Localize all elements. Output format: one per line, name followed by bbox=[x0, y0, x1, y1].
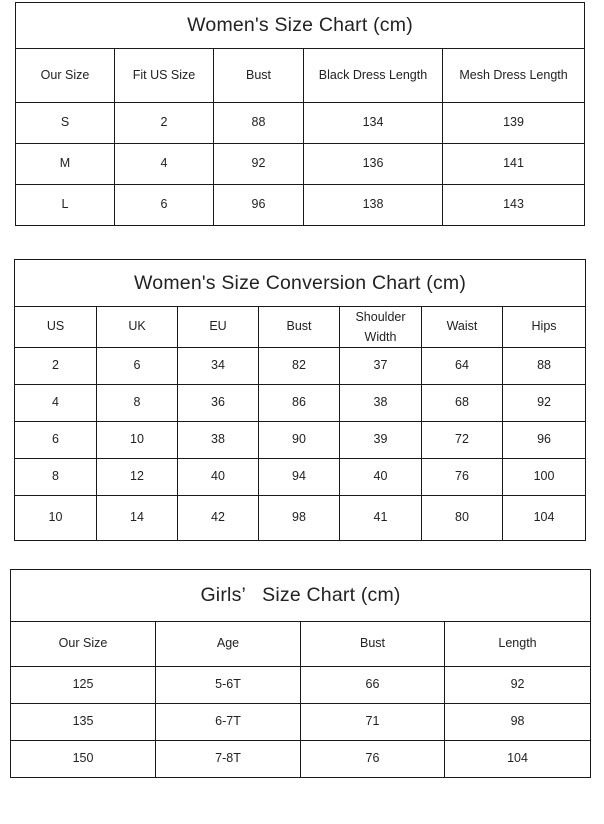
table-row bbox=[16, 103, 585, 144]
womens-size-chart-title: Women's Size Chart (cm) bbox=[16, 3, 585, 49]
table-cell: 68 bbox=[422, 385, 503, 422]
header-cell: Bust bbox=[301, 622, 445, 667]
header-cell: EU bbox=[178, 307, 259, 348]
table-cell: 38 bbox=[340, 385, 422, 422]
table-cell: 136 bbox=[304, 144, 443, 185]
table-cell: 71 bbox=[301, 704, 445, 741]
table-cell: 10 bbox=[15, 496, 97, 541]
table-cell: 98 bbox=[259, 496, 340, 541]
table-cell: 2 bbox=[115, 103, 214, 144]
table-cell: 76 bbox=[422, 459, 503, 496]
header-cell: Bust bbox=[259, 307, 340, 348]
table-cell: 2 bbox=[15, 348, 97, 385]
table-cell: 98 bbox=[445, 704, 591, 741]
table-cell: 82 bbox=[259, 348, 340, 385]
header-cell: Age bbox=[156, 622, 301, 667]
table-cell: 88 bbox=[503, 348, 586, 385]
header-cell: Our Size bbox=[11, 622, 156, 667]
table-cell: 92 bbox=[445, 667, 591, 704]
table-cell: 64 bbox=[422, 348, 503, 385]
womens-conversion-chart-title: Women's Size Conversion Chart (cm) bbox=[15, 260, 586, 307]
table-cell: 139 bbox=[443, 103, 585, 144]
table-cell: 6 bbox=[97, 348, 178, 385]
table-row bbox=[11, 667, 591, 704]
table-cell: L bbox=[16, 185, 115, 226]
table-cell: 76 bbox=[301, 741, 445, 778]
table-cell: 80 bbox=[422, 496, 503, 541]
header-cell: US bbox=[15, 307, 97, 348]
table-cell: 36 bbox=[178, 385, 259, 422]
table-cell: 42 bbox=[178, 496, 259, 541]
table-cell: 94 bbox=[259, 459, 340, 496]
table-cell: 134 bbox=[304, 103, 443, 144]
table-row bbox=[16, 144, 585, 185]
table-cell: 6 bbox=[15, 422, 97, 459]
table-cell: M bbox=[16, 144, 115, 185]
table-cell: 4 bbox=[115, 144, 214, 185]
table-cell: 8 bbox=[97, 385, 178, 422]
table-cell: 37 bbox=[340, 348, 422, 385]
womens-size-chart-table bbox=[15, 2, 585, 226]
table-row bbox=[15, 385, 586, 422]
table-cell: 38 bbox=[178, 422, 259, 459]
header-cell: Shoulder Width bbox=[340, 307, 422, 348]
header-cell: Our Size bbox=[16, 49, 115, 103]
table-cell: 14 bbox=[97, 496, 178, 541]
header-cell: Mesh Dress Length bbox=[443, 49, 585, 103]
table-cell: 40 bbox=[178, 459, 259, 496]
header-cell: Length bbox=[445, 622, 591, 667]
header-cell: Hips bbox=[503, 307, 586, 348]
table-row bbox=[15, 348, 586, 385]
table-cell: 104 bbox=[445, 741, 591, 778]
table-cell: 90 bbox=[259, 422, 340, 459]
table-row bbox=[15, 459, 586, 496]
table-cell: 96 bbox=[214, 185, 304, 226]
girls-size-chart-table bbox=[10, 569, 591, 778]
table-row bbox=[15, 496, 586, 541]
table-cell: 4 bbox=[15, 385, 97, 422]
header-cell: Fit US Size bbox=[115, 49, 214, 103]
table-cell: 141 bbox=[443, 144, 585, 185]
table-cell: 92 bbox=[503, 385, 586, 422]
table-cell: 135 bbox=[11, 704, 156, 741]
table-cell: S bbox=[16, 103, 115, 144]
table-cell: 92 bbox=[214, 144, 304, 185]
table-cell: 6-7T bbox=[156, 704, 301, 741]
table-cell: 40 bbox=[340, 459, 422, 496]
table-cell: 41 bbox=[340, 496, 422, 541]
table-row bbox=[15, 422, 586, 459]
table-row bbox=[11, 704, 591, 741]
girls-size-chart-title: Girls’ Size Chart (cm) bbox=[11, 570, 591, 622]
table-cell: 66 bbox=[301, 667, 445, 704]
table-cell: 7-8T bbox=[156, 741, 301, 778]
table-cell: 104 bbox=[503, 496, 586, 541]
table-cell: 5-6T bbox=[156, 667, 301, 704]
womens-conversion-chart-table bbox=[14, 259, 586, 541]
table-cell: 8 bbox=[15, 459, 97, 496]
header-cell: Black Dress Length bbox=[304, 49, 443, 103]
table-cell: 150 bbox=[11, 741, 156, 778]
table-cell: 143 bbox=[443, 185, 585, 226]
header-cell: UK bbox=[97, 307, 178, 348]
table-row bbox=[16, 185, 585, 226]
table-cell: 39 bbox=[340, 422, 422, 459]
table-cell: 72 bbox=[422, 422, 503, 459]
table-row bbox=[11, 741, 591, 778]
table-cell: 10 bbox=[97, 422, 178, 459]
table-cell: 12 bbox=[97, 459, 178, 496]
table-cell: 138 bbox=[304, 185, 443, 226]
table-cell: 100 bbox=[503, 459, 586, 496]
table-cell: 88 bbox=[214, 103, 304, 144]
table-cell: 125 bbox=[11, 667, 156, 704]
table-cell: 96 bbox=[503, 422, 586, 459]
header-cell: Waist bbox=[422, 307, 503, 348]
table-cell: 6 bbox=[115, 185, 214, 226]
table-cell: 34 bbox=[178, 348, 259, 385]
table-cell: 86 bbox=[259, 385, 340, 422]
header-cell: Bust bbox=[214, 49, 304, 103]
